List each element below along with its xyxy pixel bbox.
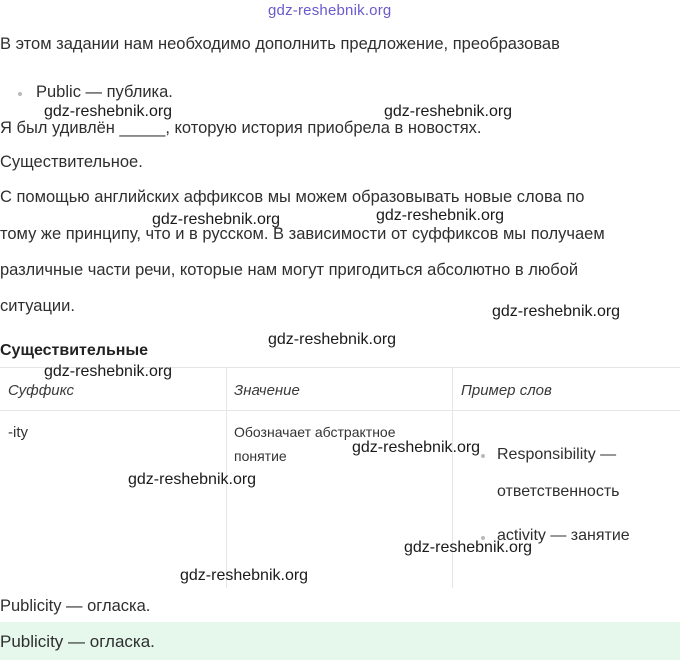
- watermark-text: gdz-reshebnik.org: [44, 363, 173, 380]
- example-bullet-icon: [481, 454, 485, 458]
- answer-text: Publicity — огласка.: [0, 632, 155, 651]
- bullet-item-public: Public — публика.: [36, 83, 173, 101]
- answer-box: [0, 622, 680, 660]
- suffix-table: [0, 367, 680, 588]
- table-cell-suffix: -ity: [8, 424, 28, 441]
- explanation-line-2: тому же принципу, что и в русском. В зависимости от суффиксов мы получаем: [0, 225, 605, 243]
- watermark-text: gdz-reshebnik.org: [268, 331, 397, 348]
- site-logo-watermark: gdz-reshebnik.org: [268, 2, 392, 19]
- result-line: Publicity — огласка.: [0, 597, 151, 615]
- table-header-meaning: Значение: [234, 382, 300, 399]
- watermark-text: gdz-reshebnik.org: [180, 567, 309, 584]
- watermark-text: gdz-reshebnik.org: [352, 439, 481, 456]
- table-header-divider: [0, 410, 680, 411]
- table-example-1a: Responsibility —: [497, 446, 617, 463]
- watermark-text: gdz-reshebnik.org: [44, 103, 173, 120]
- table-example-2: activity — занятие: [497, 527, 630, 544]
- watermark-text: gdz-reshebnik.org: [492, 303, 621, 320]
- watermark-text: gdz-reshebnik.org: [152, 211, 281, 228]
- watermark-text: gdz-reshebnik.org: [128, 471, 257, 488]
- watermark-text: gdz-reshebnik.org: [404, 539, 533, 556]
- intro-text: В этом задании нам необходимо дополнить предложение, преобразовав: [0, 35, 560, 53]
- explanation-line-3: различные части речи, которые нам могут пригодиться абсолютно в любой: [0, 261, 579, 279]
- table-header-examples: Пример слов: [461, 382, 552, 399]
- table-cell-meaning: Обозначает абстрактное понятие: [234, 424, 396, 464]
- explanation-line-4: ситуации.: [0, 297, 75, 315]
- task-sentence: Я был удивлён _____, которую история приобрела в новостях.: [0, 119, 482, 137]
- table-header-suffix: Суффикс: [8, 382, 74, 399]
- bullet-dot-icon: [18, 92, 22, 96]
- explanation-line-1: С помощью английских аффиксов мы можем образовывать новые слова по: [0, 188, 585, 206]
- watermark-text: gdz-reshebnik.org: [376, 207, 505, 224]
- section-heading: Существительные: [0, 342, 149, 359]
- watermark-text: gdz-reshebnik.org: [384, 103, 513, 120]
- table-example-1b: ответственность: [497, 483, 620, 500]
- part-of-speech: Существительное.: [0, 153, 143, 171]
